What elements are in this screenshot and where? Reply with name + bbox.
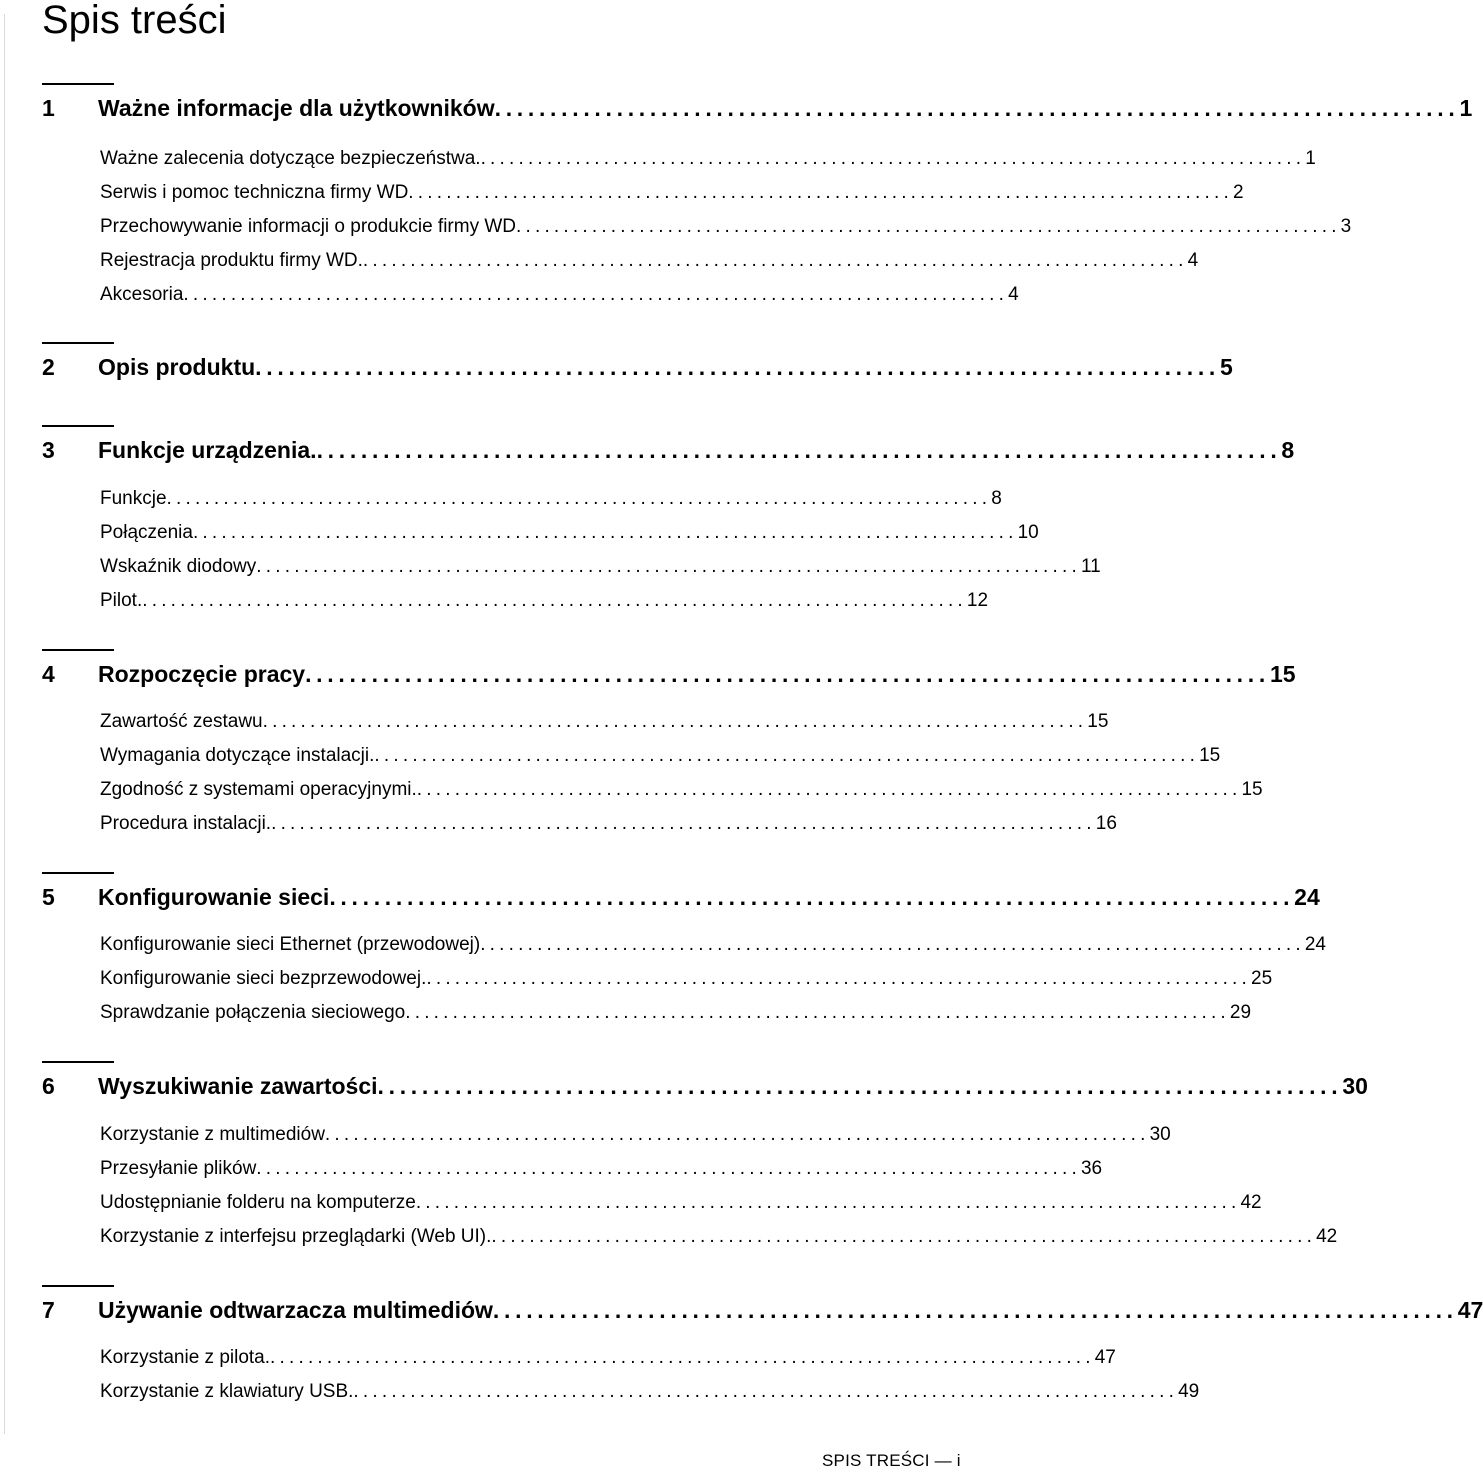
toc-section-1-3[interactable] [100, 213, 1352, 241]
toc-section-4-4[interactable] [100, 810, 1117, 838]
dot-leader: ....................................................................................... [480, 934, 1305, 955]
dot-leader: ....................................................................................... [316, 437, 1282, 463]
toc-section-3-1[interactable] [100, 485, 1002, 513]
dot-leader: ....................................................................................... [270, 1347, 1095, 1368]
section-title: Konfigurowanie sieci bezprzewodowej. [100, 968, 427, 989]
toc-section-6-4[interactable] [100, 1223, 1338, 1251]
section-title: Przechowywanie informacji o produkcie firmy WD [100, 216, 517, 237]
section-title: Ważne zalecenia dotyczące bezpieczeństwa. [100, 148, 481, 169]
section-page-number: 25 [1251, 968, 1273, 989]
chapter-number: 4 [42, 661, 55, 687]
section-title: Serwis i pomoc techniczna firmy WD [100, 182, 409, 203]
toc-chapter-2[interactable] [42, 350, 1233, 384]
dot-leader: ....................................................................................... [329, 884, 1295, 910]
section-title: Zgodność z systemami operacyjnymi. [100, 779, 417, 800]
dot-leader: ....................................................................................... [353, 1381, 1179, 1402]
footer-section-label: SPIS TREŚCI [822, 1451, 930, 1470]
chapter-rule [42, 1285, 114, 1287]
toc-section-5-3[interactable] [100, 999, 1252, 1027]
section-page-number: 15 [1199, 745, 1221, 766]
toc-section-4-3[interactable] [100, 776, 1263, 804]
section-title: Akcesoria [100, 284, 184, 305]
chapter-number: 2 [42, 354, 55, 380]
toc-section-7-1[interactable] [100, 1344, 1116, 1372]
section-page-number: 4 [1187, 250, 1199, 271]
dot-leader: ....................................................................................... [256, 1158, 1081, 1179]
section-page-number: 24 [1304, 934, 1326, 955]
section-title: Funkcje [100, 488, 167, 509]
toc-section-1-1[interactable] [100, 145, 1316, 173]
toc-chapter-6[interactable] [42, 1069, 1368, 1103]
section-page-number: 1 [1305, 148, 1316, 169]
section-title: Konfigurowanie sieci Ethernet (przewodowej) [100, 934, 481, 955]
section-page-number: 42 [1240, 1192, 1262, 1213]
chapter-rule [42, 425, 114, 427]
section-page-number: 29 [1229, 1002, 1252, 1023]
chapter-number: 6 [42, 1073, 55, 1099]
section-title: Połączenia [100, 522, 193, 543]
dot-leader: ....................................................................................... [480, 148, 1306, 169]
chapter-page-number: 8 [1281, 437, 1295, 463]
dot-leader: ....................................................................................... [305, 661, 1270, 687]
section-page-number: 49 [1178, 1381, 1200, 1402]
toc-section-1-2[interactable] [100, 179, 1244, 207]
section-title: Wskaźnik diodowy [100, 556, 257, 577]
dot-leader: ....................................................................................... [374, 745, 1200, 766]
page-title: Spis treści [42, 0, 227, 42]
chapter-page-number: 1 [1459, 95, 1473, 121]
dot-leader: ....................................................................................... [415, 1192, 1241, 1213]
toc-section-4-1[interactable] [100, 708, 1109, 736]
chapter-title: Rozpoczęcie pracy [98, 661, 306, 687]
section-page-number: 10 [1017, 522, 1039, 543]
chapter-rule [42, 342, 114, 344]
section-page-number: 15 [1087, 711, 1109, 732]
toc-section-3-2[interactable] [100, 519, 1039, 547]
chapter-title: Funkcje urządzenia. [98, 437, 317, 463]
toc-section-3-4[interactable] [100, 587, 989, 615]
toc-section-6-3[interactable] [100, 1189, 1262, 1217]
section-title: Korzystanie z klawiatury USB. [100, 1381, 354, 1402]
section-page-number: 36 [1080, 1158, 1103, 1179]
chapter-page-number: 47 [1457, 1297, 1483, 1323]
toc-section-7-2[interactable] [100, 1378, 1200, 1406]
section-title: Korzystanie z pilota. [100, 1347, 271, 1368]
section-page-number: 3 [1340, 216, 1352, 237]
chapter-number: 3 [42, 437, 55, 463]
dot-leader: ....................................................................................... [256, 556, 1081, 577]
dot-leader: ....................................................................................... [192, 522, 1018, 543]
dot-leader: ....................................................................................... [377, 1073, 1343, 1099]
section-page-number: 42 [1316, 1226, 1338, 1247]
section-page-number: 47 [1094, 1347, 1116, 1368]
chapter-title: Opis produktu [98, 354, 256, 380]
dot-leader: ....................................................................................... [494, 95, 1460, 121]
dot-leader: ....................................................................................... [408, 182, 1233, 203]
chapter-rule [42, 83, 114, 85]
toc-section-3-3[interactable] [100, 553, 1101, 581]
section-title: Procedura instalacji. [100, 813, 272, 834]
dot-leader: ....................................................................................... [166, 488, 992, 509]
section-title: Korzystanie z multimediów [100, 1124, 325, 1145]
chapter-page-number: 24 [1294, 884, 1320, 910]
page-footer [822, 1450, 960, 1472]
toc-chapter-1[interactable] [42, 91, 1473, 125]
section-page-number: 30 [1149, 1124, 1171, 1145]
chapter-number: 1 [42, 95, 55, 121]
toc-section-5-1[interactable] [100, 931, 1326, 959]
footer-separator: — [934, 1451, 952, 1470]
chapter-title: Wyszukiwanie zawartości [98, 1073, 378, 1099]
dot-leader: ....................................................................................... [426, 968, 1252, 989]
dot-leader: ....................................................................................... [271, 813, 1096, 834]
toc-section-5-2[interactable] [100, 965, 1273, 993]
section-title: Zawartość zestawu [100, 711, 263, 732]
dot-leader: ....................................................................................... [262, 711, 1088, 732]
section-title: Sprawdzanie połączenia sieciowego [100, 1002, 406, 1023]
chapter-page-number: 5 [1220, 354, 1233, 380]
chapter-rule [42, 649, 114, 651]
section-title: Udostępnianie folderu na komputerze [100, 1192, 416, 1213]
chapter-page-number: 30 [1342, 1073, 1368, 1099]
section-page-number: 4 [1008, 284, 1019, 305]
section-page-number: 11 [1080, 556, 1101, 577]
dot-leader: ....................................................................................... [516, 216, 1341, 237]
chapter-number: 7 [42, 1297, 55, 1323]
section-page-number: 15 [1241, 779, 1263, 800]
section-page-number: 2 [1232, 182, 1244, 203]
section-title: Wymagania dotyczące instalacji. [100, 745, 375, 766]
dot-leader: ....................................................................................... [255, 354, 1221, 380]
section-title: Rejestracja produktu firmy WD. [100, 250, 363, 271]
toc-chapter-4[interactable] [42, 657, 1296, 691]
toc-section-1-4[interactable] [100, 247, 1199, 275]
dot-leader: ....................................................................................... [405, 1002, 1230, 1023]
section-title: Przesyłanie plików [100, 1158, 257, 1179]
section-title: Korzystanie z interfejsu przeglądarki (Web UI). [100, 1226, 492, 1247]
toc-section-6-1[interactable] [100, 1121, 1171, 1149]
toc-section-4-2[interactable] [100, 742, 1221, 770]
dot-leader: ....................................................................................... [416, 779, 1242, 800]
toc-section-1-5[interactable] [100, 281, 1019, 309]
chapter-rule [42, 1061, 114, 1063]
dot-leader: ....................................................................................... [491, 1226, 1317, 1247]
chapter-rule [42, 872, 114, 874]
dot-leader: ....................................................................................... [492, 1297, 1458, 1323]
dot-leader: ....................................................................................... [183, 284, 1009, 305]
section-title: Pilot. [100, 590, 143, 611]
footer-page-number: i [956, 1451, 961, 1470]
chapter-title: Używanie odtwarzacza multimediów [98, 1297, 493, 1323]
toc-chapter-7[interactable] [42, 1293, 1483, 1327]
toc-chapter-3[interactable] [42, 433, 1295, 467]
toc-chapter-5[interactable] [42, 880, 1320, 914]
dot-leader: ....................................................................................... [142, 590, 967, 611]
dot-leader: ....................................................................................... [324, 1124, 1150, 1145]
section-page-number: 16 [1095, 813, 1117, 834]
section-page-number: 12 [966, 590, 989, 611]
section-page-number: 8 [991, 488, 1002, 509]
chapter-number: 5 [42, 884, 55, 910]
chapter-title: Konfigurowanie sieci [98, 884, 330, 910]
toc-section-6-2[interactable] [100, 1155, 1103, 1183]
chapter-title: Ważne informacje dla użytkowników [98, 95, 495, 121]
chapter-page-number: 15 [1269, 661, 1296, 687]
dot-leader: ....................................................................................... [362, 250, 1188, 271]
